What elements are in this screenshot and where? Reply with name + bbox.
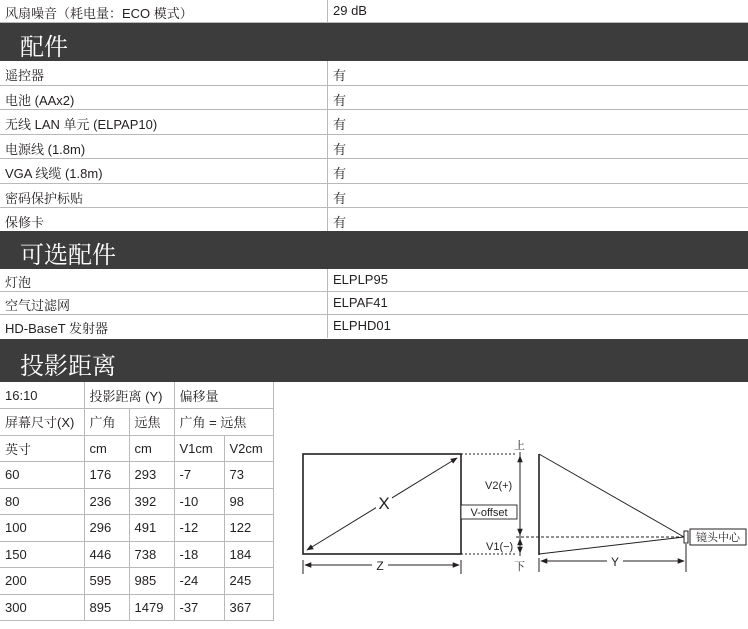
- projection-distance-header: 投影距离 (Y): [84, 382, 174, 409]
- table-cell: 60: [0, 462, 84, 489]
- tele-header: 远焦: [129, 409, 174, 436]
- spec-label: 灯泡: [5, 275, 32, 290]
- table-cell: -10: [174, 488, 224, 515]
- table-header-row: [0, 409, 273, 436]
- spec-row-fan-noise: [0, 0, 748, 23]
- spec-label: 空气过滤网: [5, 298, 71, 313]
- spec-value: 有: [327, 110, 346, 134]
- table-cell: 446: [84, 541, 129, 568]
- table-cell: 184: [224, 541, 273, 568]
- spec-value: ELPHD01: [327, 315, 391, 338]
- spec-row: [0, 208, 748, 231]
- table-header-row: [0, 382, 273, 409]
- table-cell: 122: [224, 515, 273, 542]
- y-label: Y: [610, 555, 620, 569]
- table-cell: 985: [129, 568, 174, 595]
- spec-value: 有: [327, 159, 346, 183]
- beam-upper-line: [539, 454, 684, 537]
- table-cell: V1cm: [174, 435, 224, 462]
- table-cell: 200: [0, 568, 84, 595]
- table-cell: -24: [174, 568, 224, 595]
- spec-row: [0, 61, 748, 86]
- spec-value: 有: [327, 135, 346, 159]
- spec-row: [0, 110, 748, 135]
- table-cell: 236: [84, 488, 129, 515]
- table-cell: 98: [224, 488, 273, 515]
- table-cell: 300: [0, 594, 84, 621]
- table-cell: 367: [224, 594, 273, 621]
- spec-value: ELPLP95: [327, 269, 388, 291]
- table-cell: 80: [0, 488, 84, 515]
- table-row: [0, 594, 273, 621]
- table-units-row: [0, 435, 273, 462]
- lens-icon: [684, 531, 688, 543]
- table-cell: 738: [129, 541, 174, 568]
- spec-row: [0, 86, 748, 111]
- v2-label: V2(+): [485, 480, 513, 492]
- table-row: [0, 515, 273, 542]
- table-cell: 176: [84, 462, 129, 489]
- lens-center-label: 镜头中心: [696, 532, 740, 544]
- top-label: 上: [514, 440, 525, 452]
- spec-row: [0, 159, 748, 184]
- section-header-projection-distance: [0, 339, 748, 382]
- table-cell: 150: [0, 541, 84, 568]
- offset-header: 偏移量: [174, 382, 273, 409]
- z-label: Z: [376, 559, 384, 573]
- table-cell: V2cm: [224, 435, 273, 462]
- table-cell: 245: [224, 568, 273, 595]
- table-cell: 100: [0, 515, 84, 542]
- table-cell: 296: [84, 515, 129, 542]
- spec-label: 遥控器: [5, 68, 45, 83]
- spec-row: [0, 315, 748, 338]
- screen-size-header: 屏幕尺寸(X): [0, 409, 84, 436]
- wide-header: 广角: [84, 409, 129, 436]
- spec-label: 密码保护标贴: [5, 190, 84, 206]
- beam-lower-line: [539, 537, 684, 554]
- spec-label: VGA 线缆 (1.8m): [5, 166, 103, 181]
- table-cell: 491: [129, 515, 174, 542]
- bottom-label: 下: [514, 561, 525, 573]
- table-row: [0, 568, 273, 595]
- spec-label: 电池 (AAx2): [5, 92, 75, 108]
- spec-value: 有: [327, 86, 346, 110]
- spec-row: [0, 135, 748, 160]
- spec-row: [0, 292, 748, 315]
- table-cell: cm: [129, 435, 174, 462]
- projection-distance-table: [0, 382, 274, 621]
- section-title: 可选配件: [20, 242, 116, 269]
- table-cell: -37: [174, 594, 224, 621]
- table-cell: -18: [174, 541, 224, 568]
- table-cell: 595: [84, 568, 129, 595]
- table-cell: 895: [84, 594, 129, 621]
- section-header-accessories: [0, 23, 748, 61]
- section-title: 投影距离: [20, 353, 116, 380]
- table-cell: 英寸: [0, 435, 84, 462]
- section-title: 配件: [20, 34, 68, 61]
- spec-value: 有: [327, 184, 346, 208]
- x-label: X: [378, 494, 390, 513]
- spec-label: 保修卡: [5, 215, 45, 230]
- spec-label: HD-BaseT 发射器: [5, 321, 109, 336]
- spec-label: 无线 LAN 单元 (ELPAP10): [5, 117, 158, 132]
- wide-equals-tele-header: 广角 = 远焦: [174, 409, 273, 436]
- table-cell: -7: [174, 462, 224, 489]
- projection-diagram: [298, 432, 748, 582]
- table-cell: cm: [84, 435, 129, 462]
- table-row: [0, 541, 273, 568]
- table-cell: -12: [174, 515, 224, 542]
- spec-value: ELPAF41: [327, 292, 388, 314]
- table-row: [0, 488, 273, 515]
- table-row: [0, 462, 273, 489]
- table-cell: 392: [129, 488, 174, 515]
- section-header-optional-accessories: [0, 231, 748, 269]
- spec-label: 电源线 (1.8m): [5, 141, 86, 157]
- table-cell: 73: [224, 462, 273, 489]
- spec-value: 29 dB: [327, 0, 367, 22]
- aspect-ratio-cell: 16:10: [0, 382, 84, 409]
- spec-row: [0, 184, 748, 209]
- spec-value: 有: [327, 61, 346, 85]
- table-cell: 293: [129, 462, 174, 489]
- spec-row: [0, 269, 748, 292]
- table-cell: 1479: [129, 594, 174, 621]
- spec-value: 有: [327, 208, 346, 231]
- spec-label: 风扇噪音（耗电量：ECO 模式）: [5, 6, 193, 21]
- v1-label: V1(−): [486, 541, 514, 553]
- v-offset-label: V-offset: [470, 507, 508, 519]
